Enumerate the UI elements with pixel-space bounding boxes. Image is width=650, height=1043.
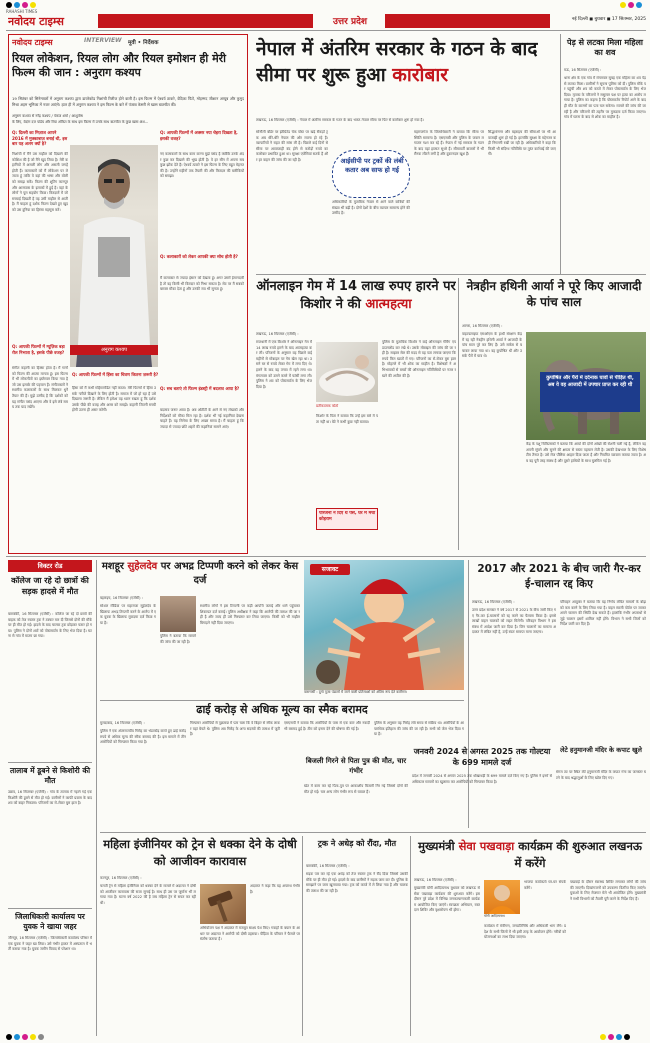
- ganja-headline: ढाई करोड़ से अधिक मूल्य का स्मैक बरामद: [196, 703, 368, 716]
- train-dateline: कानपुर, 16 सितम्बर (एजेंसी) :: [100, 876, 142, 880]
- interview-q3: Q: कलाकारों को लेकर आपकी क्या सोच होती है?: [160, 254, 238, 259]
- interview-q1: Q: दिल्ली का मिज़ाज आपने 2016 में मुक्काबाज़ बनाई थी, इस बार यह अलग क्यों है?: [12, 130, 68, 146]
- interview-byline: अनुराग कश्यप से नरेंद्र कश्यप / पंकज शर्मा / आशुतोष: [12, 114, 83, 118]
- cm-photo-caption: योगी आदित्यनाथ: [484, 914, 505, 918]
- ganja-col1: पुलिस ने एक अंतरराज्यीय गिरोह का भंडाफोड़ करते हुए ढाई करोड़ रुपये से अधिक मूल्य की स्मैक बरामद की है। इस मामले में तीन आरोपियों को गिरफ्तार किया गया है।: [100, 729, 186, 745]
- lead-callout-box: [332, 150, 410, 198]
- bijli-body: खेत में काम कर रहे पिता-पुत्र पर आकाशीय बिजली गिर गई जिससे दोनों की मौत हो गई। चार अन्य लोग गंभीर रूप से घायल हैं।: [304, 784, 408, 794]
- masthead-dateline: नई दिल्ली ◼ बुधवार ◼ 17 सितम्बर, 2025: [571, 17, 646, 22]
- hanuman-body: संगम तट पर स्थित लेटे हनुमानजी मंदिर के कपाट गंगा का जलस्तर घटने के बाद श्रद्धालुओं के लिए खोल दिए गए।: [556, 770, 646, 780]
- ganja-col2: गिरफ्तार आरोपियों से पूछताछ में पता चला कि वे बिहार से स्मैक लाकर यहां बेचते थे। पुलिस अब गिरोह के अन्य सदस्यों की तलाश में जुटी है।: [190, 721, 280, 737]
- challan-col2: परिवहन आयुक्त ने बताया कि यह निर्णय लंबित मामलों के बोझ को कम करने के लिए लिया गया है। वाहन स्वामी पोर्टल पर जाकर अपने चालान की स्थिति देख सकते हैं। हालांकि गंभीर अपराधों से जुड़े चालान इसमें शामिल नहीं होंगे। विभाग ने सभी जिलों को निर्देश जारी कर दिए हैं।: [560, 600, 646, 627]
- suhel-headline: मशहूर सुहेलदेव पर अभद्र टिप्पणी करने को लेकर केस दर्ज: [101, 561, 299, 586]
- anurag-illustration: [70, 145, 158, 367]
- headline-highlight: सुहेलदेव: [127, 561, 158, 572]
- hathini-dateline: आगरा, 16 सितम्बर (एजेंसी) :: [462, 324, 503, 328]
- vicky-headline3: जिलाधिकारी कार्यालय पर युवक ने खाया जहर: [15, 912, 85, 931]
- gavel-photo: [200, 884, 246, 924]
- lead-col2: अधिकारियों के मुताबिक नेपाल से आने वाले यात्रियों की संख्या भी बढ़ी है। दोनों देशों के बीच व्यापार सामान्य होने की उम्मीद है।: [332, 200, 410, 216]
- challan-dateline: लखनऊ, 16 सितम्बर (एजेंसी) :: [472, 600, 515, 604]
- sajawat-tag-box: [310, 564, 350, 575]
- ganja-col4: पुलिस के अनुसार यह गिरोह लंबे समय से सक्रिय था। आरोपियों के आपराधिक इतिहास की जांच की जा रही है। सभी को जेल भेज दिया गया है।: [374, 721, 464, 737]
- vicky-tag: विक्टर रोड: [8, 560, 92, 572]
- train-col3: अदालत ने कहा कि यह अपराध गंभीर है।: [250, 884, 300, 894]
- hathini-callout: कुपोषित और पैरों में दर्दनाक घावों से पीड़ित थी, अब वे वह आजादी में उपचार प्राप्त कर रही थी: [546, 375, 634, 388]
- online-sub-box: [316, 508, 378, 530]
- challan-headline: 2017 और 2021 के बीच जारी गैर-कर ई-चालान रद्द किए: [477, 563, 641, 590]
- masthead-red-band-right: [385, 14, 550, 28]
- cm-col4: पखवाड़े के दौरान स्वास्थ्य शिविर लगाकर लोगों की जांच की जाएगी। दिव्यांगजनों को उपकरण वितरित किए जाएंगे। युवाओं के लिए रोजगार मेले भी आयोजित होंगे। मुख्यमंत्री ने सभी विभागों को तैयारी पूरी करने के निर्देश दिए हैं।: [570, 880, 646, 901]
- cm-col3: भाजपा कार्यकर्ता घर-घर संपर्क करेंगे।: [524, 880, 566, 890]
- interview-a6: बदलाव जरूर आया है। अब ओटीटी के आने से नए लेखकों और निर्देशकों को मौका मिल रहा है। दर्शक भी नई कहानियां देखना चाहते हैं। यह सिनेमा के लिए अच्छा समय है। मैं चाहता हूं कि ज्यादा से ज्यादा छोटे शहरों की कहानियां सामने आएं।: [160, 408, 244, 429]
- ganja-col3: एसएसपी ने बताया कि आरोपियों के पास से एक कार और नकदी भी बरामद हुई है। टीम को इनाम देने की घोषणा की गई है।: [284, 721, 370, 731]
- online-sub: परिजनों ने दिए थे पैसे, घर में मचा कोहराम: [319, 511, 376, 522]
- online-caption: प्रतीकात्मक फोटो: [316, 404, 339, 408]
- registration-dots-bottom: [6, 1034, 44, 1042]
- cm-photo: [484, 880, 520, 914]
- interview-section: मूवी • निर्देशक: [128, 40, 159, 46]
- interview-q6: Q: सच बताएं तो फिल्म इंडस्ट्री में बदलाव आया है?: [160, 386, 240, 391]
- interview-q4: Q: आपकी फिल्मों में म्यूज़िक बड़ा रोल निभाता है, इसके पीछे वजह?: [12, 344, 65, 355]
- sajawat-caption: वाराणसी : दुर्गा पूजा पंडालों में जाने वाली प्रतिमाओं को अंतिम रूप देते कारीगर।: [304, 690, 408, 694]
- cm-col1: मुख्यमंत्री योगी आदित्यनाथ बुधवार को लखनऊ से सेवा पखवाड़ा कार्यक्रम की शुरुआत करेंगे। इस दौरान पूरे प्रदेश में विभिन्न जनकल्याणकारी कार्यक्रम आयोजित किए जाएंगे। स्वच्छता अभियान, रक्तदान शिविर और वृक्षारोपण भी होगा।: [414, 886, 480, 913]
- pedh-headline: पेड़ से लटका मिला महिला का शव: [567, 38, 643, 57]
- lead-headline: [256, 36, 556, 116]
- lead-headline-text: नेपाल में अंतरिम सरकार के गठन के बाद सीमा पर शुरू हुआ कारोबार: [256, 38, 538, 86]
- lead-callout: आईसीपी पर ट्रकों की लंबी कतार अब साफ हो गई: [340, 157, 404, 174]
- goalta-body: प्रदेश में जनवरी 2024 से अगस्त 2025 तक धोखाधड़ी के 699 मामले दर्ज किए गए हैं। पुलिस ने इनमें से अधिकतर मामलों का खुलासा कर आरोपियों को गिरफ्तार किया है।: [412, 774, 552, 784]
- lead-col3: महराजगंज के जिलाधिकारी ने बताया कि सीमा पर स्थिति सामान्य है। एसएसबी और पुलिस के जवान लगातार गश्त कर रहे हैं। नेपाल में नई सरकार के गठन के बाद वहां हालात सुधरे हैं। सीमावर्ती बाजारों में भी रौनक लौटने लगी है और दुकानदार खुश हैं।: [414, 130, 484, 157]
- train-headline: महिला इंजीनियर को ट्रेन से धक्का देने के दोषी को आजीवन कारावास: [103, 837, 297, 868]
- goalta-headline: जनवरी 2024 से अगस्त 2025 तक गोल्टया के 699 मामले दर्ज: [413, 747, 551, 767]
- ganja-dateline: मुरादाबाद, 16 सितम्बर (एजेंसी) :: [100, 721, 145, 725]
- hanuman-headline: लेटे हनुमानजी मंदिर के कपाट खुले: [560, 746, 642, 754]
- cm-headline: मुख्यमंत्री सेवा पखवाड़ा कार्यक्रम की शुरुआत लखनऊ में करेंगे: [418, 839, 642, 870]
- truck-headline: ट्रक ने अधेड़ को रौंदा, मौत: [317, 839, 397, 848]
- interview-headline: रियल लोकेशन, रियल लोग और रियल इमोशन ही मेरी फिल्म की जान : अनुराग कश्यप: [12, 52, 226, 79]
- masthead-state: उत्तर प्रदेश: [333, 17, 367, 27]
- sajawat-tag: सजावट: [321, 566, 339, 573]
- cm-dateline: लखनऊ, 16 सितम्बर (एजेंसी) :: [414, 878, 457, 882]
- registration-dots-bottom-right: [600, 1034, 630, 1042]
- truck-body: सड़क पार कर रहे एक अधेड़ को तेज रफ्तार ट्रक ने रौंद दिया जिससे उसकी मौके पर ही मौत हो गई। हादसे के बाद ग्रामीणों ने सड़क जाम कर दी। पुलिस के समझाने पर जाम खुलवाया गया। ट्रक को कब्जे में ले लिया गया है और चालक की तलाश की जा रही है।: [306, 872, 408, 893]
- anurag-photo: [70, 145, 158, 367]
- online-dateline: लखनऊ, 16 सितम्बर (एजेंसी) :: [256, 332, 299, 336]
- gavel-icon: [200, 884, 246, 924]
- online-photo-illustration: [316, 342, 378, 402]
- hathini-col2: केंद्र के पशु चिकित्सकों ने बताया कि आर्या की दोनों आंखों की रोशनी चली गई है, लेकिन वह अपनी सूंघने और सुनने की क्षमता से रास्ता पहचान लेती है। उसकी देखभाल के लिए विशेष टीम तैनात है। उसे रोज पौष्टिक आहार दिया जाता है और नियमित व्यायाम कराया जाता है। अब वह पूरी तरह स्वस्थ है और दूसरे हाथियों के साथ घुलमिल गई है।: [526, 442, 646, 463]
- headline-highlight: आत्महत्या: [365, 297, 412, 312]
- interview-tag: INTERVIEW: [84, 37, 122, 44]
- online-col1: राजधानी में एक किशोर ने ऑनलाइन गेम में 14 लाख रुपये हारने के बाद आत्महत्या कर ली। परिजनों के अनुसार वह पिछले कई महीनों से मोबाइल पर गेम खेल रहा था। उसने घर से रुपये लेकर गेम में लगा दिए थे। हारने के बाद वह तनाव में रहने लगा था। मंगलवार को उसने कमरे में फांसी लगा ली। पुलिस ने शव को पोस्टमार्टम के लिए भेज दिया है।: [256, 340, 312, 389]
- suhel-col1: सोशल मीडिया पर महाराजा सुहेलदेव के खिलाफ अभद्र टिप्पणी करने के आरोप में एक युवक के खिलाफ मुकदमा दर्ज किया गया है।: [100, 604, 156, 625]
- suhel-col2: पुलिस ने बताया कि मामले की जांच की जा रही है।: [160, 634, 196, 644]
- interview-teaser: के लिए, वेदांग दत्त पांडेय और रिया अंकित के साथ इस फिल्म में उनके साथ बातचीत के कुछ खास अंश...: [12, 120, 149, 124]
- suhel-col3: स्थानीय लोगों ने इस टिप्पणी पर कड़ी आपत्ति जताई और थाने पहुंचकर शिकायत दर्ज कराई। पुलिस अधीक्षक ने कहा कि आरोपी की तलाश की जा रही है और जल्द ही उसे गिरफ्तार कर लिया जाएगा। किसी को भी माहौल बिगाड़ने नहीं दिया जाएगा।: [200, 604, 300, 625]
- suhel-dateline: बहराइच, 16 सितम्बर (एजेंसी) :: [100, 596, 143, 600]
- interview-q2: Q: आपकी फिल्मों में अक्सर नया चेहरा दिखता है, इसकी वजह?: [160, 130, 238, 141]
- lead-col1: सोनौली बॉर्डर पर इंटीग्रेटेड चेक पोस्ट पर खड़े सैकड़ों ट्रक अब धीरे-धीरे नेपाल की ओर रवाना हो रहे हैं। व्यापारियों ने राहत की सांस ली है। पिछले कई दिनों से सीमा पर आवाजाही बंद होने से करोड़ों रुपये का कारोबार प्रभावित हुआ था। सुरक्षा एजेंसियां सतर्क हैं और हर वाहन की जांच की जा रही है।: [256, 130, 328, 162]
- sajawat-photo: [304, 560, 464, 690]
- headline-highlight: कारोबार: [392, 64, 449, 86]
- online-col2: किशोर के पिता ने बताया कि उन्हें इस बारे में पता नहीं था। बेटे ने कभी कुछ नहीं बताया।: [316, 414, 378, 424]
- hathini-callout-box: [540, 372, 640, 412]
- registration-dots-top-right: [620, 2, 642, 10]
- vicky-body3: जौनपुर, 16 सितम्बर (एजेंसी) : जिलाधिकारी कार्यालय परिसर में एक युवक ने जहर खा लिया। उसे गंभीर हालत में अस्पताल में भर्ती कराया गया है। युवक जमीन विवाद से परेशान था।: [8, 936, 92, 952]
- challan-col1: उत्तर प्रदेश सरकार ने वर्ष 2017 से 2021 के बीच जारी किए गए गैर-कर ई-चालानों को रद्द करने का फैसला किया है। इससे लाखों वाहन चालकों को राहत मिलेगी। परिवहन विभाग ने इस संबंध में आदेश जारी कर दिया है। जिन चालानों का मामला अदालत में लंबित नहीं है, उन्हें स्वतः समाप्त माना जाएगा।: [472, 608, 556, 635]
- pedh-body: थाना क्षेत्र के एक गांव में मंगलवार सुबह एक महिला का शव पेड़ से लटका मिला। ग्रामीणों ने सूचना पुलिस को दी। पुलिस मौके पर पहुंची और शव को कब्जे में लेकर पोस्टमार्टम के लिए भेज दिया। मृतका के परिजनों ने ससुराल पक्ष पर हत्या का आरोप लगाया है। पुलिस का कहना है कि पोस्टमार्टम रिपोर्ट आने के बाद ही मौत के कारणों का पता चल सकेगा। मामले की जांच की जा रही है और परिजनों की तहरीर पर मुकदमा दर्ज किया जाएगा। गांव में घटना के बाद से शोक का माहौल है।: [564, 76, 646, 120]
- masthead-small: RAHASHI TIMES: [6, 9, 38, 14]
- hathini-col1: वाइल्डलाइफ एसओएस के हाथी संरक्षण केंद्र में रह रही नेत्रहीन हथिनी आर्या ने आजादी के पांच साल पूरे कर लिए हैं। उसे सर्कस से बचाकर लाया गया था। वह कुपोषित थी और उसके पैरों में घाव थे।: [462, 332, 522, 359]
- interview-intro: 19 सितंबर को सिनेमाघरों में अनुराग कश्यप द्वारा डायरेक्टेड निशांची रिलीज होने वाली है। इस फिल्म में ऐश्वर्य ठाकरे, वेदिका पिंटो, मोहम्मद जीशान अय्यूब और कुमुद मिश्रा अहम भूमिका में नजर आएंगे। हाल ही में अनुराग कश्यप ने इस फिल्म के बारे में पंजाब केसरी से खास बातचीत की।: [12, 96, 244, 107]
- lead-dateline: लखनऊ, 16 सितम्बर (एजेंसी) : नेपाल में अंतरिम सरकार के गठन के बाद भारत-नेपाल सीमा पर फिर से कारोबार शुरू हो गया है।: [256, 118, 424, 122]
- train-col1: चलती ट्रेन से महिला इंजीनियर को धक्का देने के मामले में अदालत ने दोषी को आजीवन कारावास की सजा सुनाई है। साथ ही उस पर जुर्माना भी लगाया गया है। घटना वर्ष 2022 की है जब महिला ट्रेन से सफर कर रही थी।: [100, 884, 196, 905]
- vicky-body1: बाराबंकी, 16 सितम्बर (एजेंसी) : कॉलेज जा रहे दो छात्रों की बाइक को तेज रफ्तार ट्रक ने टक्कर मार दी जिससे दोनों की मौके पर ही मौत हो गई। हादसे के बाद चालक ट्रक छोड़कर फरार हो गया। पुलिस ने दोनों शवों को पोस्टमार्टम के लिए भेज दिया है। घटना से गांव में मातम छा गया।: [8, 612, 92, 639]
- interview-a4: संगीत कहानी का हिस्सा होता है। मैं गानों को फिल्म की आत्मा मानता हूं। इस फिल्म में भी लोकगीतों का इस्तेमाल किया गया है जो उस इलाके की पहचान हैं। संगीतकारों ने स्थानीय कलाकारों के साथ मिलकर धुनें तैयार की हैं। मुझे उम्मीद है कि दर्शकों को यह संगीत पसंद आएगा और वे इसे लंबे समय तक याद रखेंगे।: [12, 366, 68, 410]
- vicky-headline2: तालाब में डूबने से किशोरी की मौत: [9, 766, 91, 785]
- truck-dateline: बाराबंकी, 16 सितम्बर (एजेंसी) :: [306, 864, 350, 868]
- lead-col4: सिद्धार्थनगर और बहराइच की सीमाओं पर भी आवाजाही शुरू हो गई है। हालांकि सुरक्षा के मद्देनजर कड़ी निगरानी रखी जा रही है। अधिकारियों ने कहा कि किसी भी संदिग्ध गतिविधि पर तुरंत कार्रवाई की जाएगी।: [488, 130, 556, 157]
- interview-a5: हिंसा को मैं कभी महिमामंडित नहीं करता। मेरी फिल्मों में हिंसा उसके नतीजे दिखाने के लिए होती है। समाज में जो हो रहा है उसे दिखाना जरूरी है। लेकिन मैं हमेशा यह ध्यान रखता हूं कि दर्शक उसके पीछे की वजह और असर को समझें। कहानी जितनी सच्ची होगी उतना ही असर करेगी।: [72, 386, 156, 413]
- cm-col2: कार्यक्रम में मंत्रीगण, जनप्रतिनिधि और अधिकारी भाग लेंगे। प्रदेश के सभी जिलों में भी इसी तरह के आयोजन होंगे। गरीबों को योजनाओं का लाभ दिया जाएगा।: [484, 924, 566, 940]
- interview-brand: नवोदय टाइम्स: [12, 38, 53, 47]
- online-photo: [316, 342, 378, 402]
- headline-highlight: सेवा पखवाड़ा: [458, 839, 515, 853]
- pedh-dateline: मऊ, 16 सितम्बर (एजेंसी) :: [564, 68, 602, 72]
- interview-a1: निशांची में मैंने उस माहौल को दिखाने की कोशिश की है जो मैंने खुद जिया है। मेरी कहानियों में असली लोग और असली जगहें होती हैं। कलाकारों को मैं लोकेशन पर ले जाता हूं ताकि वे वहां की भाषा और बोली को समझ सकें। फिल्म की शूटिंग कानपुर और आसपास के इलाकों में हुई है। वहां के लोगों ने पूरा सहयोग किया। किरदारों में जो सच्चाई दिखती है वह उसी माहौल से आती है। मैं चाहता हूं दर्शक फिल्म देखते हुए खुद को उस दुनिया का हिस्सा महसूस करें।: [12, 152, 68, 212]
- interview-a3: मैं कलाकार से ज्यादा इंसान को देखता हूं। अगर उसमें ईमानदारी है तो वह किसी भी किरदार को निभा सकता है। सेट पर मैं सबको बराबर मौका देता हूं और उनकी राय भी सुनता हूं।: [160, 276, 244, 292]
- bijli-headline: बिजली गिरने से पिता पुत्र की मौत, चार गंभीर: [305, 757, 407, 775]
- online-col3: पुलिस के मुताबिक किशोर ने कई ऑनलाइन गेमिंग एप डाउनलोड कर रखे थे। उसके मोबाइल की जांच की जा रही है। साइबर सेल की मदद से यह पता लगाया जाएगा कि रुपये किन खातों में गए। परिजनों का रो-रोकर बुरा हाल है। मोहल्ले में भी शोक का माहौल है। विशेषज्ञों ने अभिभावकों से बच्चों की ऑनलाइन गतिविधियों पर नजर रखने की अपील की है।: [382, 340, 456, 378]
- vicky-body2: उन्नाव, 16 सितम्बर (एजेंसी) : गांव के तालाब में नहाने गई एक किशोरी की डूबने से मौत हो गई। ग्रामीणों ने काफी प्रयास के बाद शव को बाहर निकाला। परिजनों का रो-रोकर बुरा हाल है।: [8, 790, 92, 806]
- hathini-headline: नेत्रहीन हथिनी आर्या ने पूरे किए आजादी के पांच साल: [466, 279, 642, 309]
- vicky-headline1: कॉलेज जा रहे दो छात्रों की सड़क हादसे में मौत: [11, 576, 89, 596]
- online-headline: ऑनलाइन गेम में 14 लाख रुपए हारने पर किशोर ने की आत्महत्या: [256, 279, 456, 312]
- suhel-photo: [160, 596, 196, 632]
- cm-portrait: [484, 880, 520, 914]
- train-col2: अभियोजन पक्ष ने अदालत में मजबूत साक्ष्य पेश किए। गवाहों के बयान के आधार पर अदालत ने आरोपी को दोषी ठहराया। पीड़िता के परिवार ने फैसले पर संतोष जताया है।: [200, 926, 300, 942]
- masthead-red-band: [98, 14, 313, 28]
- durga-illustration: [304, 560, 464, 690]
- interview-q5: Q: आपकी फिल्मों में हिंसा का चित्रण कितना ज़रूरी है?: [72, 372, 159, 377]
- interview-a2: नए कलाकारों के साथ काम करना मुझे पसंद है क्योंकि उनके अंदर कुछ कर दिखाने की भूख होती है। वे हर सीन में अपना सब कुछ झोंक देते हैं। ऐश्वर्य ठाकरे ने इस फिल्म के लिए बहुत मेहनत की है। उन्होंने महीनों तक तैयारी की और किरदार की बारीकियों को समझा।: [160, 152, 244, 179]
- masthead-logo: नवोदय टाइम्स: [8, 15, 64, 28]
- anurag-photo-caption: अनुराग कश्यप: [70, 345, 158, 355]
